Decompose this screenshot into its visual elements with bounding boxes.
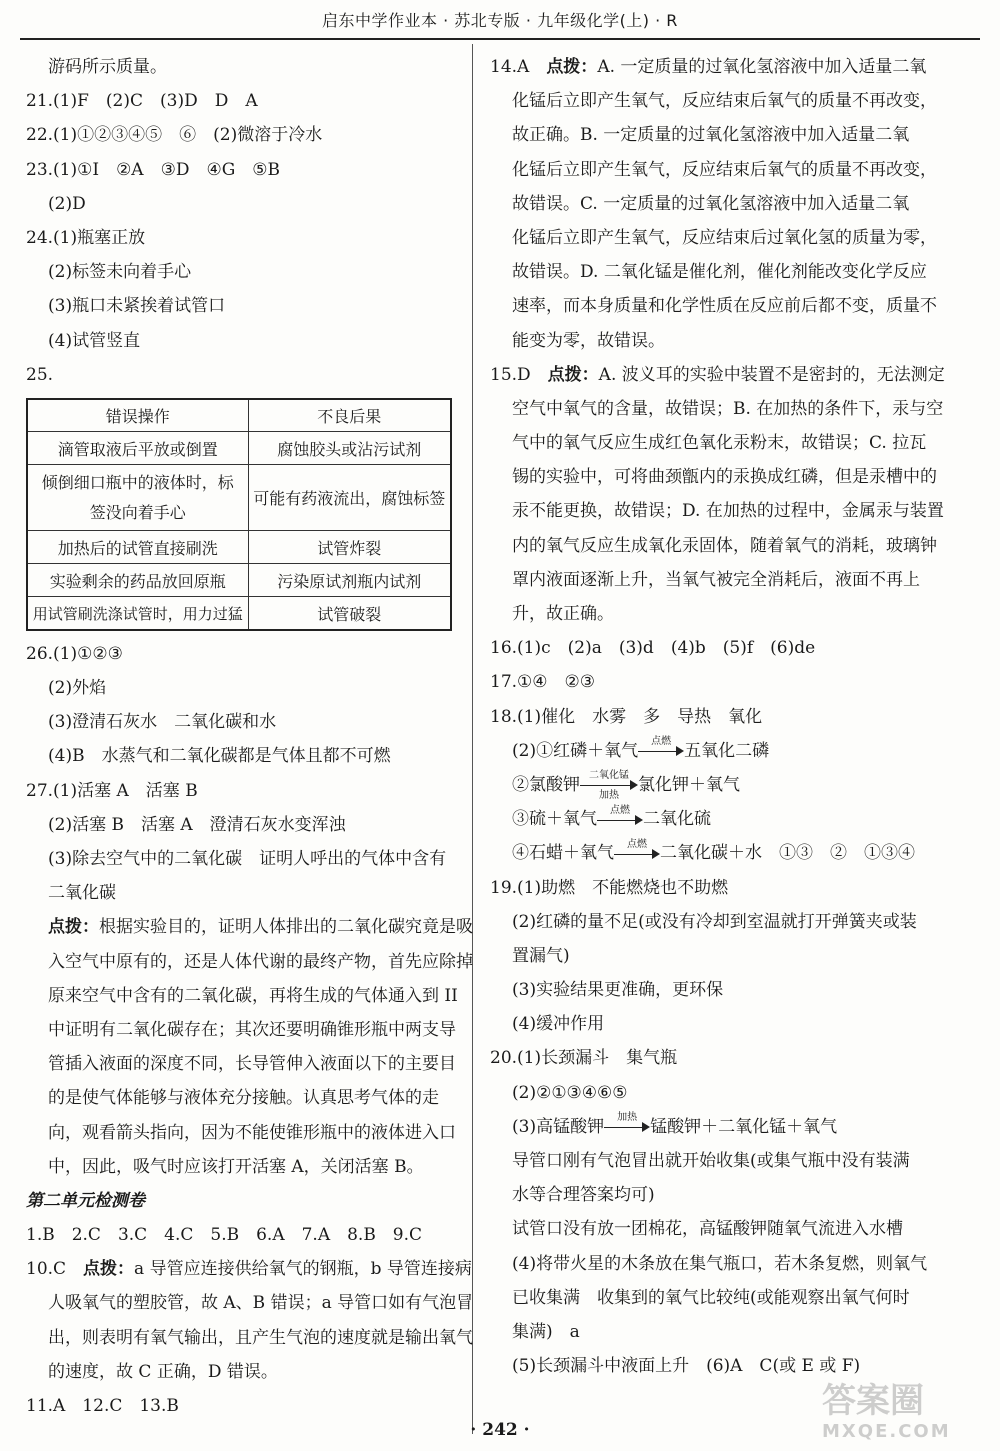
answer-27: 27.(1)活塞 A 活塞 B: [26, 780, 198, 801]
table-row: [27, 597, 451, 630]
table-cell: 滴管取液后平放或倒置: [27, 432, 248, 465]
tip-line: 升，故正确。: [512, 604, 614, 624]
table-row: [27, 432, 451, 465]
answer-22: 22.(1)①②③④⑤ ⑥ (2)微溶于冷水: [26, 125, 323, 146]
tip-line: 汞不能更换，故错误；D. 在加热的过程中，金属汞与装置: [512, 501, 944, 522]
table-header: 错误操作: [27, 399, 248, 432]
tip-line: 故错误。D. 二氧化锰是催化剂，催化剂能改变化学反应: [512, 262, 927, 283]
reaction-arrow-icon: [597, 804, 643, 830]
answer-line: (3)澄清石灰水 二氧化碳和水: [48, 712, 277, 733]
tip-text: A. 一定质量的过氧化氢溶液中加入适量二氧: [597, 57, 927, 77]
column-divider: [472, 44, 473, 1434]
answer-24: 24.(1)瓶塞正放: [26, 227, 146, 248]
tip-line: [26, 910, 473, 944]
answer-25: 25.: [26, 364, 54, 385]
answer-11-13: 11.A 12.C 13.B: [26, 1396, 179, 1416]
answer-line: (2)外焰: [48, 678, 107, 699]
equation-products: 二氧化碳＋水 ①③ ② ①③④: [660, 843, 915, 864]
answer-key: 15.D: [490, 364, 548, 385]
table-cell: 试管破裂: [248, 597, 451, 630]
reaction-condition: 二氧化锰: [589, 770, 629, 782]
answer-line: 导管口刚有气泡冒出就开始收集(或集气瓶中没有装满: [512, 1151, 910, 1171]
cell-line: 倾倒细口瓶中的液体时，标: [41, 472, 234, 492]
answer-line: 试管口没有放一团棉花，高锰酸钾随氧气流进入水槽: [512, 1219, 903, 1240]
watermark-logo: [822, 1381, 992, 1445]
tip-line: 出，则表明有氧气输出，且产生气泡的速度就是输出氧气: [48, 1327, 473, 1348]
tip-line: 故正确。B. 一定质量的过氧化氢溶液中加入适量二氧: [512, 125, 910, 146]
tip-line: 空气中氧气的含量，故错误；B. 在加热的条件下，汞与空: [512, 398, 944, 419]
table-cell: 加热后的试管直接刷洗: [27, 531, 248, 564]
table-cell: 用试管刷洗涤试管时，用力过猛: [27, 597, 248, 630]
answer-19: 19.(1)助燃 不能燃烧也不助燃: [490, 877, 729, 898]
answer-15: [490, 358, 945, 392]
tip-line: 气中的氧气反应生成红色氧化汞粉末，故错误；C. 拉瓦: [512, 433, 927, 454]
reaction-arrow-icon: [604, 1112, 650, 1137]
table-cell: 可能有药液流出，腐蚀标签: [248, 465, 451, 531]
table-row: [27, 531, 451, 564]
equation: [490, 1110, 930, 1144]
reaction-arrow-icon: [638, 736, 684, 761]
answer-line: 集满) a: [512, 1321, 580, 1342]
tip-line: 的速度，故 C 正确，D 错误。: [48, 1361, 278, 1382]
tip-line: 管插入液面的深度不同，长导管伸入液面以下的主要目: [48, 1054, 456, 1075]
equation: [490, 768, 930, 802]
right-column: [490, 50, 945, 1383]
equation: [490, 734, 930, 768]
reaction-arrow-icon: [580, 770, 638, 802]
table-cell: 污染原试剂瓶内试剂: [248, 564, 451, 597]
answer-line: 置漏气): [512, 945, 570, 966]
tip-line: 原来空气中含有的二氧化碳，再将生成的气体通入到 II: [48, 985, 458, 1006]
table-row: [27, 564, 451, 597]
answer-21: 21.(1)F (2)C (3)D D A: [26, 91, 258, 112]
tip-text: 根据实验目的，证明人体排出的二氧化碳究竟是吸: [99, 917, 473, 938]
tip-line: 能变为零，故错误。: [512, 330, 665, 351]
tip-line: 中，因此，吸气时应该打开活塞 A，关闭活塞 B。: [48, 1156, 424, 1177]
table-header: 不良后果: [248, 399, 451, 432]
tip-line: 入空气中原有的，还是人体代谢的最终产物，首先应除掉: [48, 951, 473, 972]
equation-products: 锰酸钾＋二氧化锰＋氧气: [650, 1116, 838, 1137]
tip-line: 化锰后立即产生氧气，反应结束后氧气的质量不再改变，: [512, 91, 937, 112]
table-cell: [27, 465, 248, 531]
tip-line: 化锰后立即产生氧气，反应结束后过氧化氢的质量为零，: [512, 227, 937, 248]
tip-text: a 导管应连接供给氧气的钢瓶，b 导管连接病: [134, 1259, 472, 1280]
answer-line: (2)活塞 B 活塞 A 澄清石灰水变浑浊: [48, 814, 346, 835]
equation: [490, 836, 930, 870]
tip-label: 点拨：: [83, 1259, 135, 1280]
section-title: 第二单元检测卷: [26, 1190, 145, 1211]
tip-line: 人吸氧气的塑胶管，故 A、B 错误；a 导管口如有气泡冒: [48, 1293, 474, 1314]
answer-line: (2)红磷的量不足(或没有冷却到室温就打开弹簧夹或装: [512, 911, 917, 932]
answer-23: 23.(1)①I ②A ③D ④G ⑤B: [26, 159, 281, 180]
watermark-text: 答案圈: [822, 1381, 924, 1421]
table-cell: 实验剩余的药品放回原瓶: [27, 564, 248, 597]
reaction-condition: 加热: [599, 790, 619, 802]
answer-14: [490, 50, 930, 84]
answer-line: (4)B 水蒸气和二氧化碳都是气体且都不可燃: [48, 746, 391, 767]
answer-key: 14.A: [490, 57, 547, 77]
tip-label: 点拨：: [48, 917, 99, 938]
answer-line: (4)缓冲作用: [512, 1014, 605, 1035]
answer-line: (2)②①③④⑥⑤: [512, 1082, 628, 1103]
answer-key: 10.C: [26, 1259, 84, 1280]
running-header: 启东中学作业本 · 苏北专版 · 九年级化学(上) · R: [20, 0, 980, 40]
answer-17: 17.①④ ②③: [490, 672, 595, 693]
equation-reactants: ③硫＋氧气: [512, 809, 597, 830]
equation-reactants: ②氯酸钾: [512, 774, 580, 795]
table-cell: 腐蚀胶头或沾污试剂: [248, 432, 451, 465]
answer-line: (3)瓶口未紧挨着试管口: [48, 296, 226, 317]
answer-line: (3)除去空气中的二氧化碳 证明人呼出的气体中含有: [48, 849, 447, 869]
tip-text: A. 波义耳的实验中装置不是密封的，无法测定: [598, 364, 945, 385]
equation-products: 二氧化硫: [643, 809, 711, 830]
tip-line: 速率，而本身质量和化学性质在反应前后都不变，质量不: [512, 296, 937, 317]
answer-line: (2)标签未向着手心: [48, 262, 192, 283]
tip-line: 中证明有二氧化碳存在；其次还要明确锥形瓶中两支导: [48, 1019, 456, 1040]
answer-16: 16.(1)c (2)a (3)d (4)b (5)f (6)de: [490, 638, 816, 659]
page-number: · 242 ·: [470, 1420, 530, 1440]
equation-products: 五氧化二磷: [684, 740, 770, 761]
reaction-condition: 加热: [617, 1112, 638, 1124]
cell-line: 签没向着手心: [89, 502, 186, 522]
equation: [490, 802, 930, 836]
tip-line: 化锰后立即产生氧气，反应结束后氧气的质量不再改变，: [512, 159, 937, 180]
answer-line: (2)D: [48, 193, 86, 214]
equation-products: 氯化钾＋氧气: [638, 774, 740, 795]
answer-line: 已收集满 收集到的氧气比较纯(或能观察出氧气何时: [512, 1287, 910, 1308]
answer-line: 二氧化碳: [48, 883, 116, 904]
reaction-condition: 点燃: [627, 838, 647, 850]
equation-reactants: (3)高锰酸钾: [512, 1116, 605, 1137]
equation-reactants: ④石蜡＋氧气: [512, 843, 614, 864]
left-column: [26, 50, 474, 1423]
tip-line: 故错误。C. 一定质量的过氧化氢溶液中加入适量二氧: [512, 193, 910, 214]
tip-label: 点拨：: [547, 364, 599, 385]
error-operation-table: [26, 398, 452, 631]
answer-line: (5)长颈漏斗中液面上升 (6)A C(或 E 或 F): [512, 1356, 861, 1377]
answer-1-9: 1.B 2.C 3.C 4.C 5.B 6.A 7.A 8.B 9.C: [26, 1225, 423, 1246]
answer-line: 水等合理答案均可): [512, 1185, 655, 1206]
answer-line: (4)将带火星的木条放在集气瓶口，若木条复燃，则氧气: [512, 1253, 928, 1274]
watermark-url: MXQE.COM: [822, 1421, 951, 1442]
reaction-condition: 点燃: [610, 804, 630, 816]
tip-line: 向，观看箭头指向，因为不能使锥形瓶中的液体进入口: [48, 1122, 456, 1143]
table-cell: 试管炸裂: [248, 531, 451, 564]
reaction-condition: 点燃: [651, 736, 672, 748]
answer-10: [26, 1252, 472, 1286]
reaction-arrow-icon: [614, 838, 660, 864]
equation-reactants: (2)①红磷＋氧气: [512, 740, 639, 761]
answer-line: (3)实验结果更准确，更环保: [512, 980, 724, 1001]
tip-line: 锡的实验中，可将曲颈甑内的汞换成红磷，但是汞槽中的: [512, 467, 937, 488]
tip-line: 内的氧气反应生成氧化汞固体，随着氧气的消耗，玻璃钟: [512, 535, 937, 556]
answer-line: 游码所示质量。: [48, 57, 167, 77]
table-row: [27, 465, 451, 531]
answer-26: 26.(1)①②③: [26, 643, 123, 664]
tip-line: 罩内液面逐渐上升，当氧气被完全消耗后，液面不再上: [512, 569, 920, 590]
tip-line: 的是使气体能够与液体充分接触。认真思考气体的走: [48, 1088, 439, 1109]
answer-line: (4)试管竖直: [48, 330, 141, 351]
tip-label: 点拨：: [546, 57, 598, 77]
answer-18: 18.(1)催化 水雾 多 导热 氧化: [490, 706, 763, 727]
answer-20: 20.(1)长颈漏斗 集气瓶: [490, 1048, 678, 1069]
